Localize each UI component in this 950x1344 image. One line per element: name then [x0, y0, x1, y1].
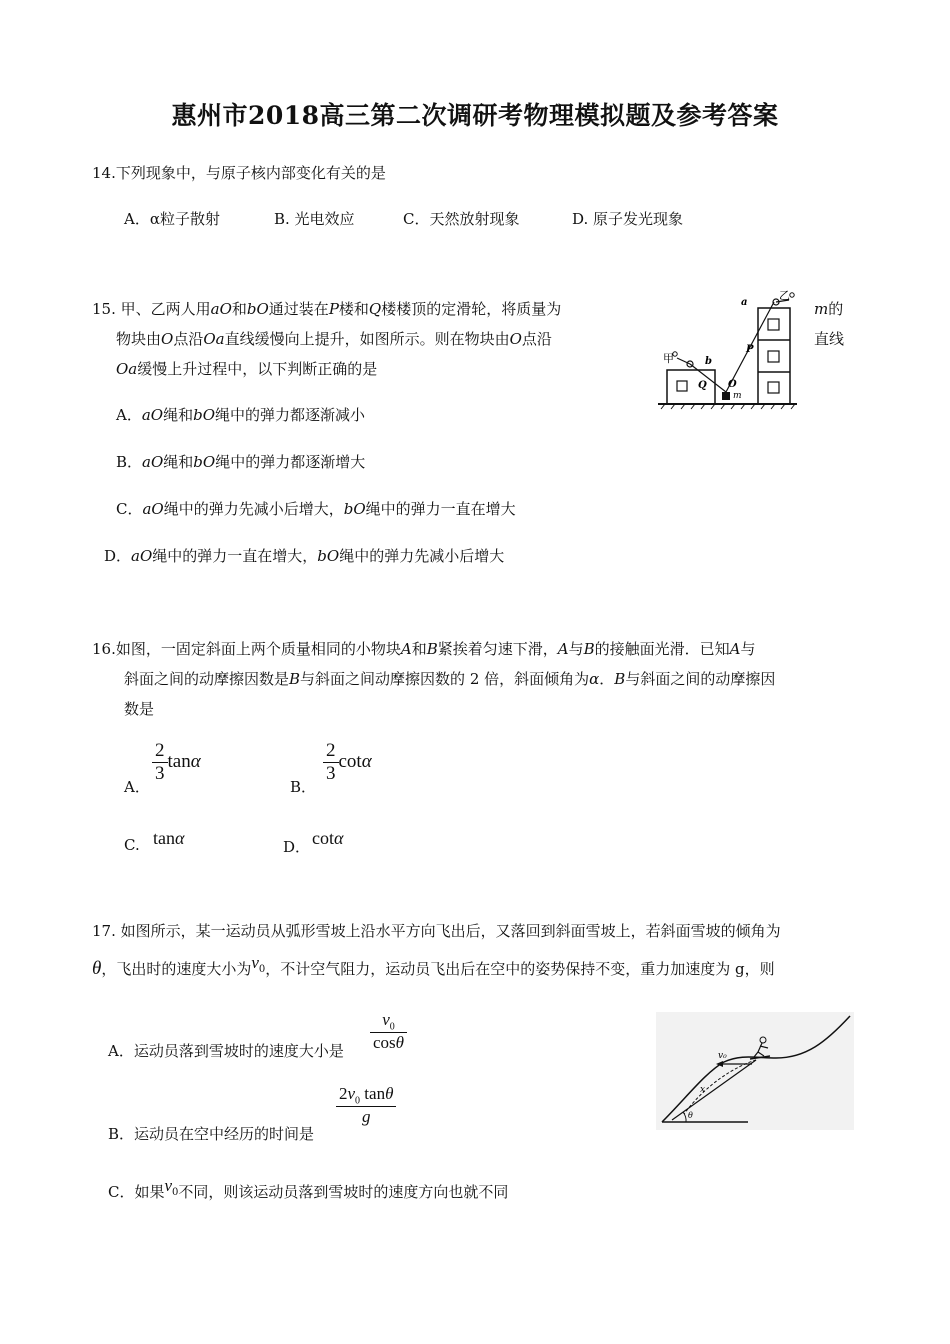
- q17-option-a: A．运动员落到雪坡时的速度大小是: [108, 1042, 344, 1060]
- q16-line-3: 数是: [124, 700, 155, 718]
- q16-option-b-formula: $\frac{2}{3}$ cotα: [323, 740, 372, 785]
- fig-label-o: O: [728, 379, 737, 390]
- q14-option-d: D. 原子发光现象: [572, 210, 684, 228]
- q17-option-a-formula: $\frac{v_0}{\cos\theta}$: [370, 1010, 407, 1053]
- q16-option-a-formula: $\frac{2}{3}$ tanα: [152, 740, 201, 785]
- q15-option-b: B．aO绳和bO绳中的弹力都逐渐增大: [116, 453, 366, 471]
- q15-option-c: C．aO绳中的弹力先减小后增大，bO绳中的弹力一直在增大: [116, 500, 516, 518]
- q17-option-b-formula: $\frac{2v_0 \tan\theta}{g}$: [336, 1084, 396, 1127]
- q17-line-2: θ，飞出时的速度大小为$v_0$，不计空气阻力，运动员飞出后在空中的姿势保持不变，重力加速度为 g，则: [92, 953, 775, 979]
- q16-option-d-label: D．: [283, 838, 311, 856]
- q16-line-1: 16.如图，一固定斜面上两个质量相同的小物块A和B紧挨着匀速下滑，A与B的接触面光滑．已知A与: [92, 640, 756, 658]
- q14-option-a: A．α粒子散射: [124, 210, 220, 228]
- fig-label-b: b: [705, 356, 712, 367]
- q15-line-1: 15. 甲、乙两人用aO和bO通过装在P楼和Q楼楼顶的定滑轮，将质量为: [92, 300, 562, 318]
- q14-option-c: C．天然放射现象: [403, 210, 520, 228]
- q15-line-1-end: m的: [814, 300, 844, 318]
- q15-option-d: D．aO绳中的弹力一直在增大，bO绳中的弹力先减小后增大: [104, 547, 505, 565]
- q14-option-b: B. 光电效应: [274, 210, 355, 228]
- q16-option-c-formula: tanα: [153, 828, 185, 848]
- fig-label-x: x: [700, 1085, 706, 1095]
- q16-option-b-label: B．: [290, 778, 317, 796]
- q16-option-d-formula: cotα: [312, 828, 344, 848]
- fig-label-a: a: [741, 297, 748, 308]
- fig-label-v0: v₀: [718, 1051, 727, 1061]
- q16-option-c-label: C.: [124, 836, 140, 854]
- q15-option-a: A．aO绳和bO绳中的弹力都逐渐减小: [116, 406, 366, 424]
- q16-line-2: 斜面之间的动摩擦因数是B与斜面之间动摩擦因数的 2 倍，斜面倾角为α．B与斜面之间的动摩擦因: [124, 670, 776, 688]
- fig-label-p: P: [746, 344, 754, 355]
- fig-label-yi: 乙: [779, 289, 790, 302]
- fig-label-m: m: [733, 391, 742, 401]
- fig-label-jia: 甲: [663, 352, 674, 365]
- q14-stem: 14.下列现象中，与原子核内部变化有关的是: [92, 164, 386, 182]
- fig-label-theta: θ: [688, 1111, 693, 1120]
- q15-line-2: 物块由O点沿Oa直线缓慢向上提升，如图所示。则在物块由O点沿: [116, 330, 552, 348]
- page-title: 惠州市2018高三第二次调研考物理模拟题及参考答案: [171, 101, 779, 130]
- q15-line-2-end: 直线: [814, 330, 845, 348]
- q15-line-3: Oa缓慢上升过程中，以下判断正确的是: [116, 360, 378, 378]
- q17-line-1: 17. 如图所示，某一运动员从弧形雪坡上沿水平方向飞出后，又落回到斜面雪坡上，若斜面雪坡的倾角为: [92, 922, 781, 940]
- q17-option-b: B．运动员在空中经历的时间是: [108, 1125, 315, 1143]
- q15-pulley-figure: [655, 288, 800, 413]
- q17-ski-slope-figure: [656, 1012, 854, 1130]
- fig-label-q: Q: [698, 380, 707, 391]
- q16-option-a-label: A．: [124, 778, 150, 796]
- q17-option-c: C．如果$v_0$不同，则该运动员落到雪坡时的速度方向也就不同: [108, 1176, 509, 1201]
